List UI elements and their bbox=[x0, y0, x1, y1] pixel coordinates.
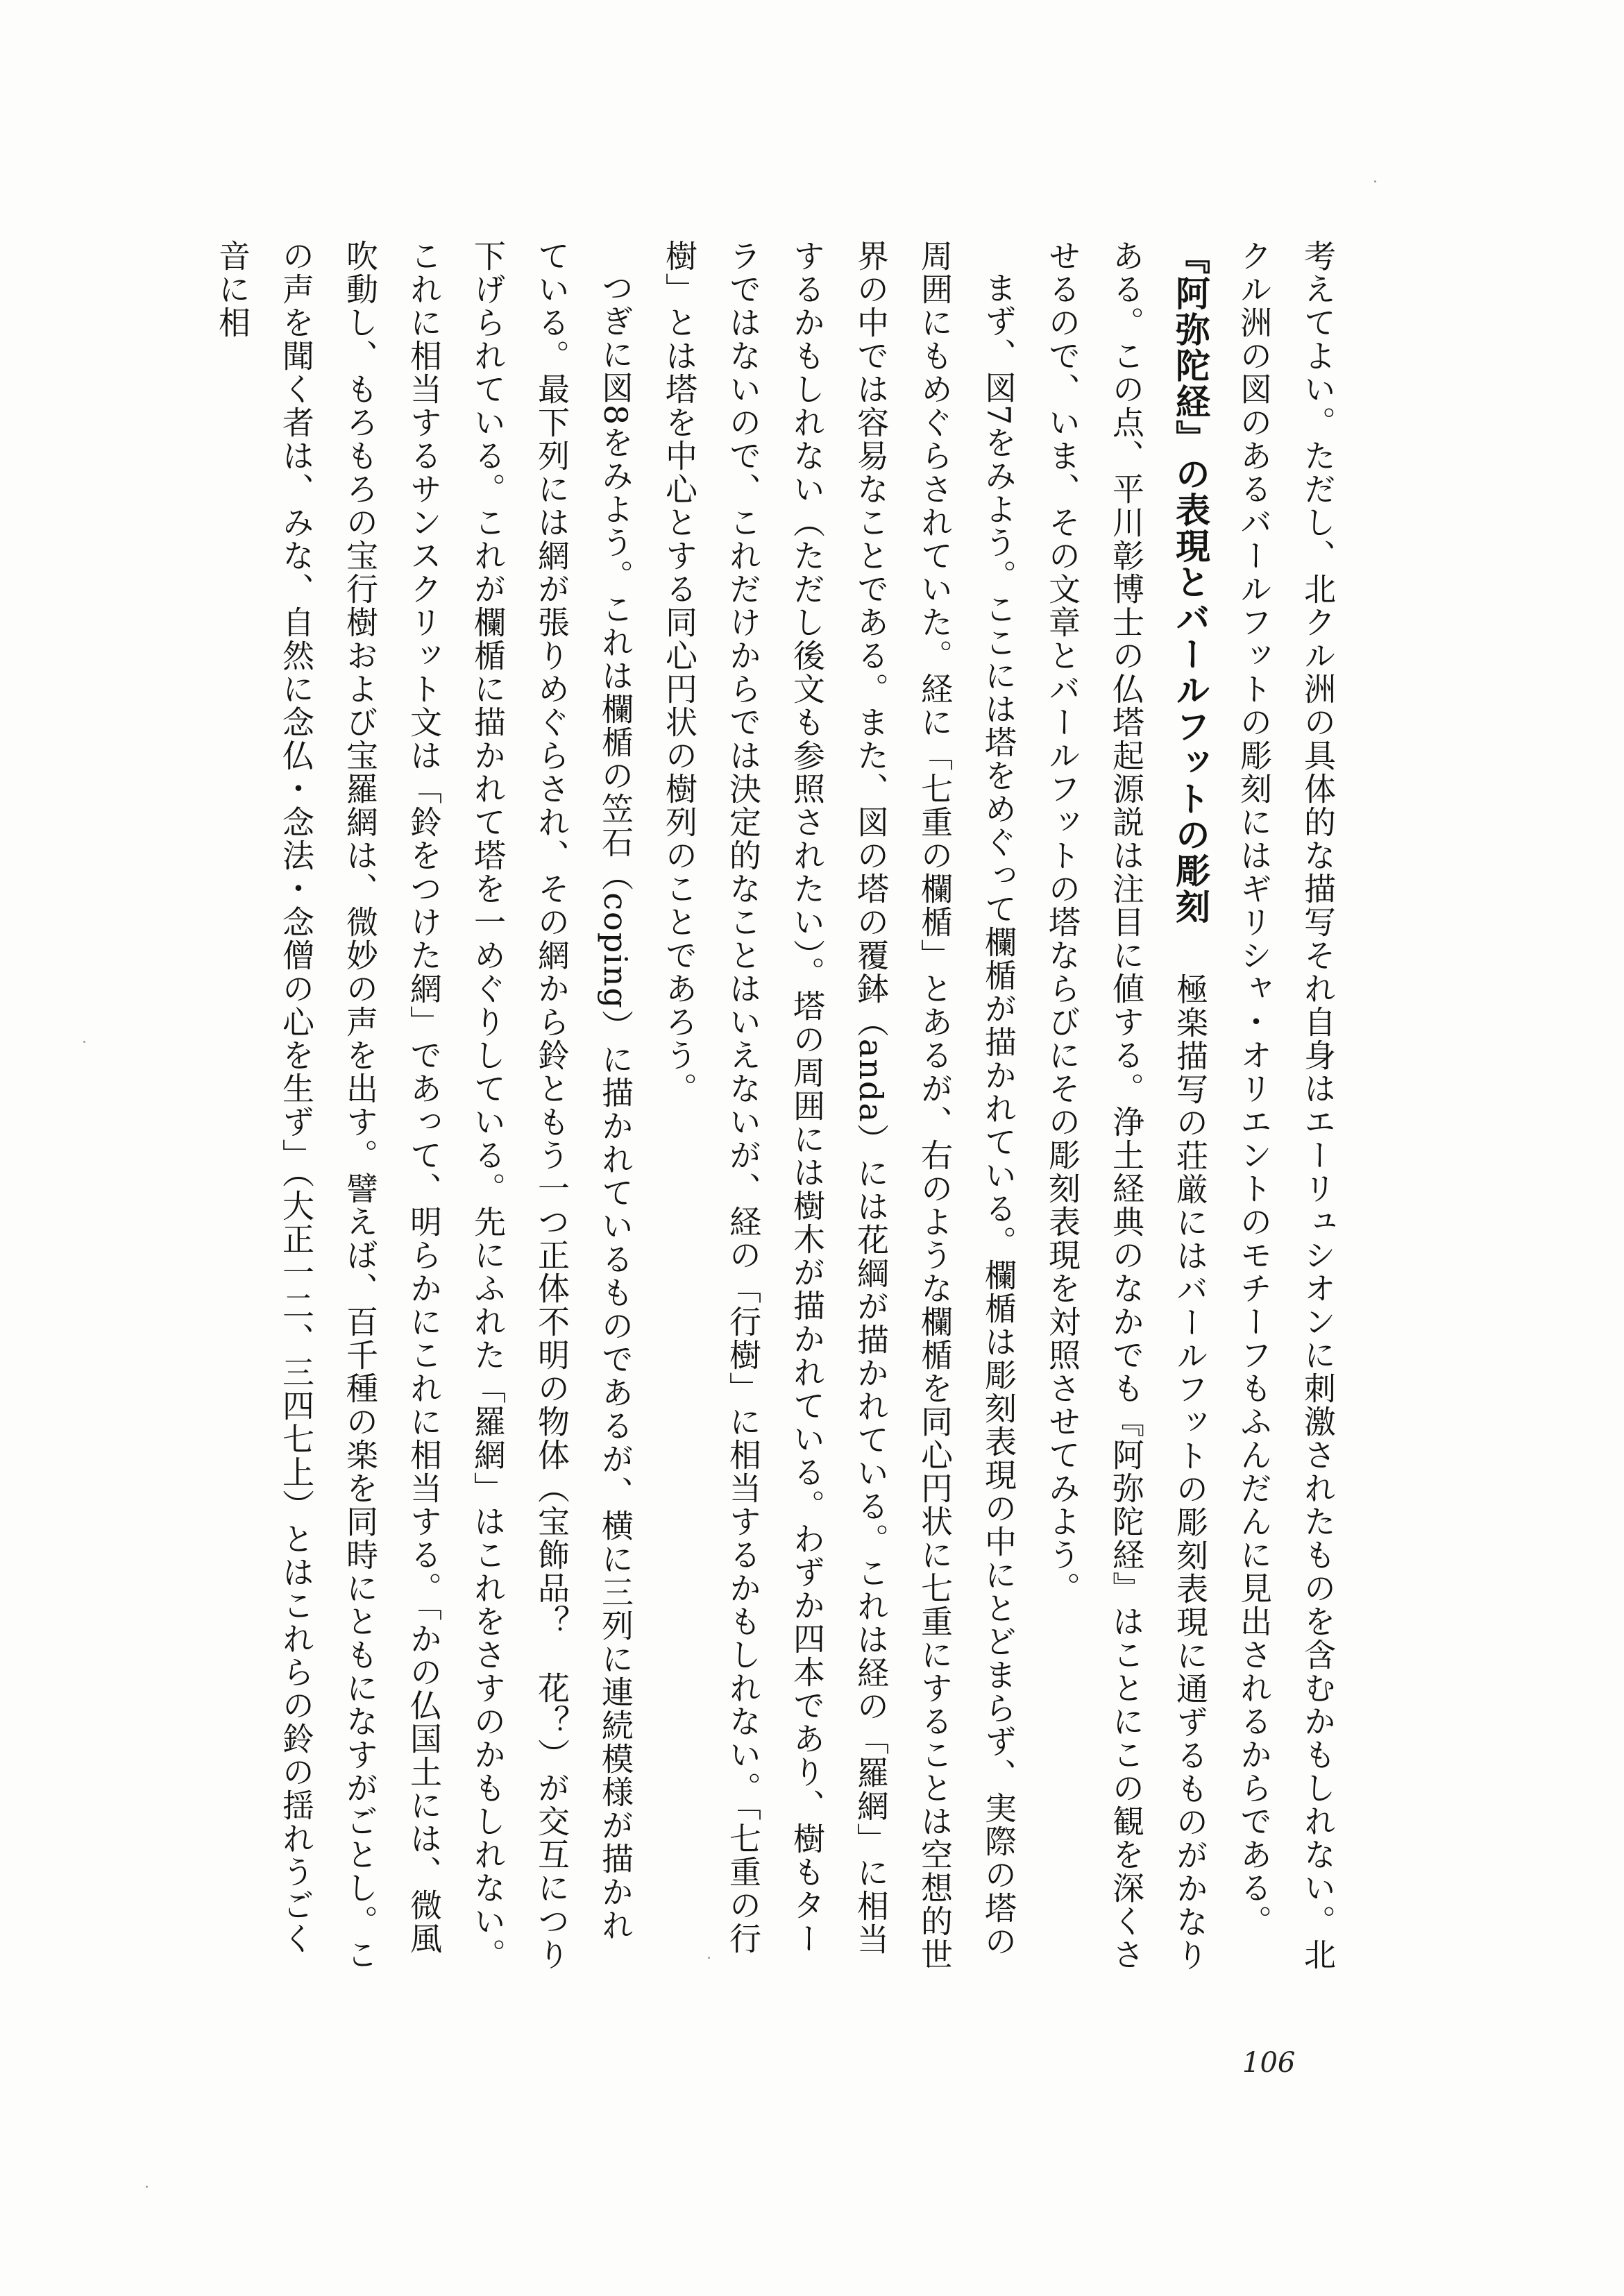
scan-speck bbox=[708, 1957, 710, 1959]
column-text: いる。最下列には網が張りめぐらされ、その網から鈴ともう一つ正体不明の物体（宝飾品？ 花？）が交互につり下げ bbox=[469, 239, 570, 1971]
scan-speck bbox=[1374, 180, 1376, 182]
column-text: つぎに図8をみよう。これは欄楯の笠石（coping）に描かれているものであるが、横に三列に連続模様が描かれて bbox=[533, 239, 634, 1942]
column-text: ので、いま、その文章とバールフットの塔ならびにその彫刻表現を対照させてみよう。 bbox=[1044, 306, 1081, 1605]
column-text: 極楽描写の荘厳にはバールフットの彫刻表現に通ずるものがかなりあ bbox=[1108, 239, 1209, 1972]
section-paragraph bbox=[1031, 239, 1222, 1974]
column-text: る。この点、平川彰博士の仏塔起源説は注目に値する。浄土経典のなかでも『阿弥陀経』はことにこの観を深くさせる bbox=[1044, 239, 1145, 1971]
column-text: るかもしれない（ただし後文も参照されたい）。塔の周囲には樹木が描かれている。わずか四本であり、樹もターラでは bbox=[725, 239, 826, 1955]
scan-speck bbox=[146, 2186, 148, 2188]
column-text: クル洲の図のあるバールフットの彫刻にはギリシャ・オリエントのモチーフもふんだんに見出されるからである。 bbox=[1235, 239, 1273, 1938]
column-text: 界の中では容易なことである。また、図の塔の覆鉢（anda）には花綱が描かれている。これは経の「羅網」に相当す bbox=[788, 239, 890, 1956]
column-text: を聞く者は、みな、自然に念仏・念法・念僧の心を生ず」（大正一二、三四七上）とはこれらの鈴の揺れうごく音に相 bbox=[214, 239, 315, 1955]
page-number: 106 bbox=[1242, 2047, 1296, 2079]
column-text: に相当するサンスクリット文は「鈴をつけた網」であって、明らかにこれに相当する。「かの仏国土には、微風吹動 bbox=[341, 239, 443, 1955]
column-text: 周囲にもめぐらされていた。経に「七重の欄楯」とあるが、右のような欄楯を同心円状に七重にすることは空想的世 bbox=[916, 239, 954, 1971]
column-text: まず、図7をみよう。ここには塔をめぐって欄楯が描かれている。欄楯は彫刻表現の中にとどまらず、実際の塔の bbox=[980, 271, 1017, 1959]
column-text: ないので、これだけからでは決定的なことはいえないが、経の「行樹」に相当するかもしれない。「七重の行樹」と bbox=[661, 239, 762, 1955]
vertical-text-body bbox=[198, 239, 1350, 1974]
scan-speck bbox=[83, 1041, 85, 1043]
paragraph bbox=[201, 239, 648, 1974]
column-text: は塔を中心とする同心円状の樹列のことであろう。 bbox=[661, 339, 698, 1105]
column-text: し、もろもろの宝行樹および宝羅網は、微妙の声を出す。譬えば、百千種の楽を同時にともになすがごとし。この声 bbox=[278, 239, 379, 1971]
column-text: 考えてよい。ただし、北クル洲の具体的な描写それ自身はエーリュシオンに刺激されたものを含むかもしれない。北 bbox=[1299, 239, 1337, 1971]
column-text: られている。これが欄楯に描かれて塔を一めぐりしている。先にふれた「羅網」はこれをさすのかもしれない。これ bbox=[405, 239, 507, 1971]
paragraph bbox=[648, 239, 1031, 1974]
text-column bbox=[1222, 239, 1350, 1974]
section-heading: 『阿弥陀経』の表現とバールフットの彫刻 bbox=[1170, 239, 1210, 925]
